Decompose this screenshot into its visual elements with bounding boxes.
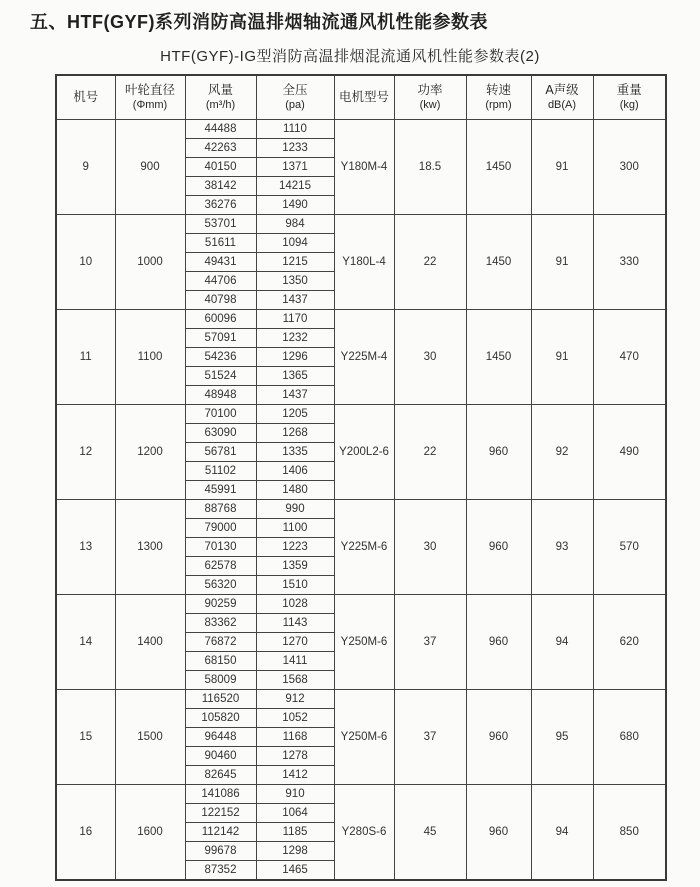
airflow-cell: 44488 bbox=[185, 120, 256, 139]
pressure-cell: 1412 bbox=[256, 766, 334, 785]
pressure-cell: 1437 bbox=[256, 291, 334, 310]
weight-cell: 490 bbox=[593, 405, 666, 500]
column-header-motor-model bbox=[334, 75, 394, 120]
column-header-noise-level bbox=[531, 75, 593, 120]
pressure-cell: 1223 bbox=[256, 538, 334, 557]
airflow-cell: 112142 bbox=[185, 823, 256, 842]
column-header-weight bbox=[593, 75, 666, 120]
impeller-diameter-cell: 1100 bbox=[115, 310, 185, 405]
spec-row bbox=[56, 310, 666, 329]
column-header-unit: (m³/h) bbox=[205, 98, 236, 111]
power-cell: 45 bbox=[394, 785, 466, 881]
pressure-cell: 1510 bbox=[256, 576, 334, 595]
pressure-cell: 14215 bbox=[256, 177, 334, 196]
column-header-pressure bbox=[256, 75, 334, 120]
column-header-unit: (pa) bbox=[285, 98, 305, 111]
column-header-speed bbox=[466, 75, 531, 120]
table-body bbox=[56, 120, 666, 881]
pressure-cell: 1232 bbox=[256, 329, 334, 348]
impeller-diameter-cell: 1300 bbox=[115, 500, 185, 595]
column-header-label: A声级 bbox=[545, 82, 579, 97]
spec-row bbox=[56, 690, 666, 709]
airflow-cell: 48948 bbox=[185, 386, 256, 405]
impeller-diameter-cell: 1200 bbox=[115, 405, 185, 500]
airflow-cell: 57091 bbox=[185, 329, 256, 348]
pressure-cell: 1411 bbox=[256, 652, 334, 671]
pressure-cell: 1052 bbox=[256, 709, 334, 728]
airflow-cell: 44706 bbox=[185, 272, 256, 291]
fan-no-cell: 11 bbox=[56, 310, 115, 405]
airflow-cell: 62578 bbox=[185, 557, 256, 576]
weight-cell: 680 bbox=[593, 690, 666, 785]
spec-row bbox=[56, 785, 666, 804]
impeller-diameter-cell: 1400 bbox=[115, 595, 185, 690]
pressure-cell: 990 bbox=[256, 500, 334, 519]
airflow-cell: 99678 bbox=[185, 842, 256, 861]
noise-level-cell: 94 bbox=[531, 595, 593, 690]
airflow-cell: 88768 bbox=[185, 500, 256, 519]
airflow-cell: 83362 bbox=[185, 614, 256, 633]
pressure-cell: 1028 bbox=[256, 595, 334, 614]
motor-model-cell: Y225M-6 bbox=[334, 500, 394, 595]
airflow-cell: 56320 bbox=[185, 576, 256, 595]
airflow-cell: 70130 bbox=[185, 538, 256, 557]
weight-cell: 850 bbox=[593, 785, 666, 881]
motor-model-cell: Y280S-6 bbox=[334, 785, 394, 881]
column-header-airflow bbox=[185, 75, 256, 120]
impeller-diameter-cell: 1500 bbox=[115, 690, 185, 785]
airflow-cell: 68150 bbox=[185, 652, 256, 671]
page-title: 五、HTF(GYF)系列消防高温排烟轴流通风机性能参数表 bbox=[30, 12, 488, 32]
power-cell: 18.5 bbox=[394, 120, 466, 215]
airflow-cell: 90259 bbox=[185, 595, 256, 614]
airflow-cell: 87352 bbox=[185, 861, 256, 881]
noise-level-cell: 94 bbox=[531, 785, 593, 881]
power-cell: 30 bbox=[394, 500, 466, 595]
airflow-cell: 54236 bbox=[185, 348, 256, 367]
motor-model-cell: Y250M-6 bbox=[334, 690, 394, 785]
noise-level-cell: 95 bbox=[531, 690, 593, 785]
pressure-cell: 1365 bbox=[256, 367, 334, 386]
pressure-cell: 1335 bbox=[256, 443, 334, 462]
column-header-label: 叶轮直径 bbox=[124, 82, 175, 97]
noise-level-cell: 93 bbox=[531, 500, 593, 595]
table-subtitle: HTF(GYF)-IG型消防高温排烟混流通风机性能参数表(2) bbox=[160, 48, 540, 65]
airflow-cell: 51524 bbox=[185, 367, 256, 386]
column-header-label: 功率 bbox=[417, 82, 443, 97]
pressure-cell: 1205 bbox=[256, 405, 334, 424]
fan-no-cell: 16 bbox=[56, 785, 115, 881]
fan-no-cell: 10 bbox=[56, 215, 115, 310]
speed-cell: 960 bbox=[466, 785, 531, 881]
column-header-unit: dB(A) bbox=[547, 98, 577, 111]
power-cell: 22 bbox=[394, 215, 466, 310]
speed-cell: 960 bbox=[466, 405, 531, 500]
column-header-unit: (kw) bbox=[419, 98, 441, 111]
column-header-unit: (kg) bbox=[619, 98, 639, 111]
impeller-diameter-cell: 1000 bbox=[115, 215, 185, 310]
airflow-cell: 105820 bbox=[185, 709, 256, 728]
airflow-cell: 45991 bbox=[185, 481, 256, 500]
speed-cell: 1450 bbox=[466, 120, 531, 215]
airflow-cell: 60096 bbox=[185, 310, 256, 329]
motor-model-cell: Y200L2-6 bbox=[334, 405, 394, 500]
motor-model-cell: Y180L-4 bbox=[334, 215, 394, 310]
airflow-cell: 36276 bbox=[185, 196, 256, 215]
table-header bbox=[56, 75, 666, 120]
motor-model-cell: Y225M-4 bbox=[334, 310, 394, 405]
noise-level-cell: 91 bbox=[531, 310, 593, 405]
pressure-cell: 1359 bbox=[256, 557, 334, 576]
pressure-cell: 1185 bbox=[256, 823, 334, 842]
column-header-power bbox=[394, 75, 466, 120]
pressure-cell: 1168 bbox=[256, 728, 334, 747]
airflow-cell: 79000 bbox=[185, 519, 256, 538]
spec-row bbox=[56, 215, 666, 234]
weight-cell: 570 bbox=[593, 500, 666, 595]
pressure-cell: 1480 bbox=[256, 481, 334, 500]
airflow-cell: 56781 bbox=[185, 443, 256, 462]
column-header-unit: (rpm) bbox=[485, 98, 512, 111]
airflow-cell: 116520 bbox=[185, 690, 256, 709]
motor-model-cell: Y180M-4 bbox=[334, 120, 394, 215]
spec-row bbox=[56, 405, 666, 424]
column-header-label: 重量 bbox=[616, 82, 642, 97]
airflow-cell: 40150 bbox=[185, 158, 256, 177]
fan-no-cell: 15 bbox=[56, 690, 115, 785]
column-header-label: 电机型号 bbox=[338, 90, 389, 104]
weight-cell: 620 bbox=[593, 595, 666, 690]
speed-cell: 1450 bbox=[466, 215, 531, 310]
noise-level-cell: 92 bbox=[531, 405, 593, 500]
pressure-cell: 1406 bbox=[256, 462, 334, 481]
pressure-cell: 1143 bbox=[256, 614, 334, 633]
power-cell: 37 bbox=[394, 595, 466, 690]
speed-cell: 960 bbox=[466, 500, 531, 595]
table-header-row bbox=[56, 75, 666, 120]
airflow-cell: 76872 bbox=[185, 633, 256, 652]
fan-performance-table bbox=[55, 74, 667, 881]
pressure-cell: 1110 bbox=[256, 120, 334, 139]
airflow-cell: 40798 bbox=[185, 291, 256, 310]
pressure-cell: 1298 bbox=[256, 842, 334, 861]
pressure-cell: 1371 bbox=[256, 158, 334, 177]
noise-level-cell: 91 bbox=[531, 120, 593, 215]
power-cell: 30 bbox=[394, 310, 466, 405]
pressure-cell: 984 bbox=[256, 215, 334, 234]
airflow-cell: 122152 bbox=[185, 804, 256, 823]
pressure-cell: 1270 bbox=[256, 633, 334, 652]
pressure-cell: 1268 bbox=[256, 424, 334, 443]
speed-cell: 960 bbox=[466, 595, 531, 690]
airflow-cell: 70100 bbox=[185, 405, 256, 424]
fan-no-cell: 14 bbox=[56, 595, 115, 690]
pressure-cell: 1215 bbox=[256, 253, 334, 272]
pressure-cell: 910 bbox=[256, 785, 334, 804]
weight-cell: 470 bbox=[593, 310, 666, 405]
fan-no-cell: 12 bbox=[56, 405, 115, 500]
column-header-impeller-diameter bbox=[115, 75, 185, 120]
airflow-cell: 90460 bbox=[185, 747, 256, 766]
noise-level-cell: 91 bbox=[531, 215, 593, 310]
airflow-cell: 63090 bbox=[185, 424, 256, 443]
airflow-cell: 38142 bbox=[185, 177, 256, 196]
power-cell: 22 bbox=[394, 405, 466, 500]
column-header-unit: (Φmm) bbox=[132, 98, 168, 111]
column-header-label: 全压 bbox=[282, 82, 308, 97]
pressure-cell: 1170 bbox=[256, 310, 334, 329]
pressure-cell: 1094 bbox=[256, 234, 334, 253]
pressure-cell: 1233 bbox=[256, 139, 334, 158]
pressure-cell: 1465 bbox=[256, 861, 334, 881]
impeller-diameter-cell: 900 bbox=[115, 120, 185, 215]
pressure-cell: 1568 bbox=[256, 671, 334, 690]
airflow-cell: 58009 bbox=[185, 671, 256, 690]
speed-cell: 960 bbox=[466, 690, 531, 785]
airflow-cell: 141086 bbox=[185, 785, 256, 804]
airflow-cell: 51611 bbox=[185, 234, 256, 253]
pressure-cell: 1064 bbox=[256, 804, 334, 823]
weight-cell: 300 bbox=[593, 120, 666, 215]
pressure-cell: 1490 bbox=[256, 196, 334, 215]
airflow-cell: 53701 bbox=[185, 215, 256, 234]
weight-cell: 330 bbox=[593, 215, 666, 310]
pressure-cell: 1296 bbox=[256, 348, 334, 367]
airflow-cell: 42263 bbox=[185, 139, 256, 158]
spec-row bbox=[56, 500, 666, 519]
column-header-fan-no bbox=[56, 75, 115, 120]
pressure-cell: 1350 bbox=[256, 272, 334, 291]
impeller-diameter-cell: 1600 bbox=[115, 785, 185, 881]
airflow-cell: 82645 bbox=[185, 766, 256, 785]
spec-row bbox=[56, 595, 666, 614]
airflow-cell: 96448 bbox=[185, 728, 256, 747]
power-cell: 37 bbox=[394, 690, 466, 785]
speed-cell: 1450 bbox=[466, 310, 531, 405]
spec-row bbox=[56, 120, 666, 139]
pressure-cell: 1100 bbox=[256, 519, 334, 538]
airflow-cell: 49431 bbox=[185, 253, 256, 272]
column-header-label: 风量 bbox=[207, 82, 233, 97]
pressure-cell: 1278 bbox=[256, 747, 334, 766]
fan-no-cell: 13 bbox=[56, 500, 115, 595]
pressure-cell: 1437 bbox=[256, 386, 334, 405]
column-header-label: 转速 bbox=[485, 82, 511, 97]
airflow-cell: 51102 bbox=[185, 462, 256, 481]
motor-model-cell: Y250M-6 bbox=[334, 595, 394, 690]
fan-no-cell: 9 bbox=[56, 120, 115, 215]
column-header-label: 机号 bbox=[73, 90, 99, 104]
pressure-cell: 912 bbox=[256, 690, 334, 709]
